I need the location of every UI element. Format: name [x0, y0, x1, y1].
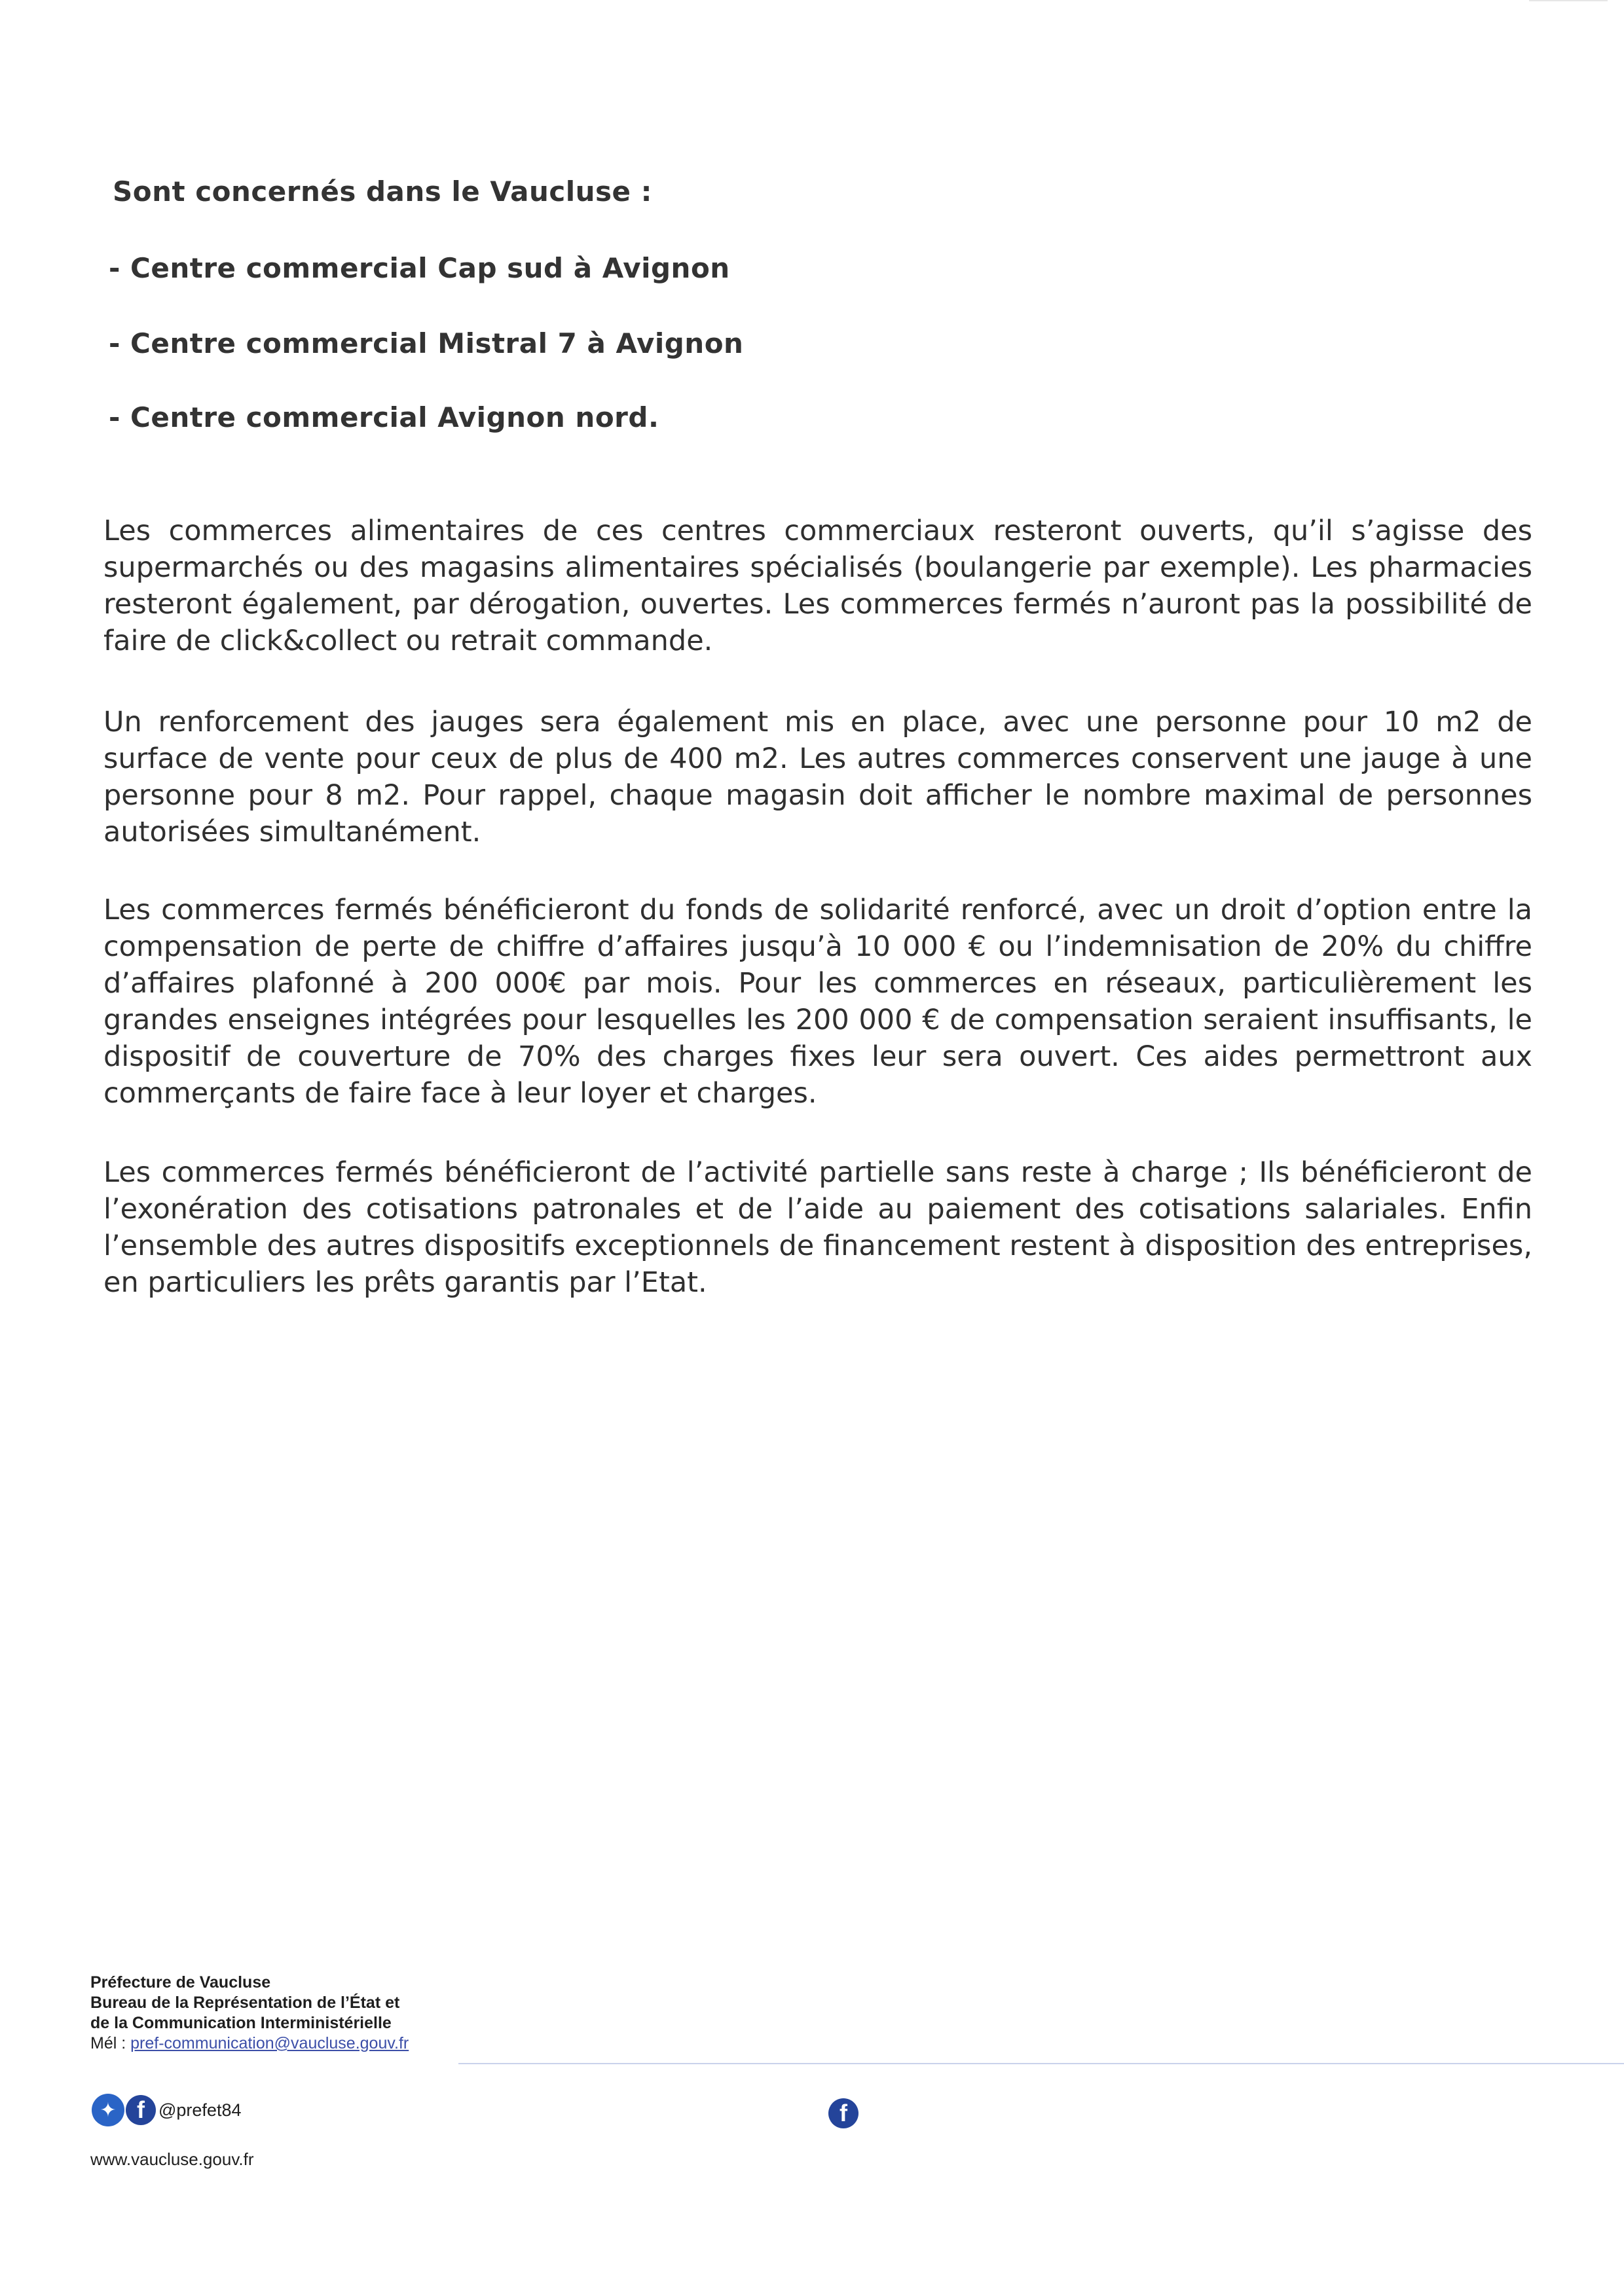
footer-office-line: de la Communication Interministérielle	[90, 2014, 392, 2032]
facebook-icon[interactable]: f	[828, 2098, 858, 2128]
footer-contact	[90, 1973, 409, 2054]
footer-divider	[458, 2063, 1624, 2064]
paragraph: Les commerces alimentaires de ces centres commerciaux resteront ouverts, qu’il s’agisse des supermarchés ou des magasins alimentaires spécialisés (boulangerie par exemple). Les pharmacies resteront également, par dérogation, ouvertes. Les commerces fermés n’auront pas la possibilité de faire de click&collect ou retrait commande.	[103, 515, 1532, 657]
facebook-icon[interactable]: f	[126, 2095, 156, 2125]
section-heading: Sont concernés dans le Vaucluse :	[113, 175, 652, 208]
footer-mail-line	[90, 2033, 409, 2054]
paragraph: Un renforcement des jauges sera également mis en place, avec une personne pour 10 m2 de surface de vente pour ceux de plus de 400 m2. Les autres commerces conservent une jauge à une personne pour 8 m2. Pour rappel, chaque magasin doit afficher le nombre maximal de personnes autorisées simultanément.	[103, 706, 1532, 848]
mail-link[interactable]: pref-communication@vaucluse.gouv.fr	[130, 2034, 409, 2052]
footer-org-name: Préfecture de Vaucluse	[90, 1973, 271, 1992]
footer-office-line: Bureau de la Représentation de l’État et	[90, 1994, 400, 2012]
bullet-item: - Centre commercial Avignon nord.	[109, 401, 659, 433]
paragraph: Les commerces fermés bénéficieront du fonds de solidarité renforcé, avec un droit d’option entre la compensation de perte de chiffre d’affaires jusqu’à 10 000 € ou l’indemnisation de 20% du chiffre d’affaires plafonné à 200 000€ par mois. Pour les commerces en réseaux, particulièrement les grandes enseignes intégrées pour lesquelles les 200 000 € de compensation seraient insuffisants, le dispositif de couverture de 70% des charges fixes leur sera ouvert. Ces aides permettront aux commerçants de faire face à leur loyer et charges.	[103, 894, 1532, 1110]
mail-label: Mél :	[90, 2034, 131, 2052]
twitter-icon[interactable]: ✦	[92, 2094, 124, 2126]
bullet-item: - Centre commercial Mistral 7 à Avignon	[109, 327, 744, 359]
social-links	[92, 2094, 241, 2126]
paragraph: Les commerces fermés bénéficieront de l’activité partielle sans reste à charge ; Ils bénéficieront de l’exonération des cotisations patronales et de l’aide au paiement des cotisations salariales. Enfin l’ensemble des autres dispositifs exceptionnels de financement restent à disposition des entreprises, en particuliers les prêts garantis par l’Etat.	[103, 1156, 1532, 1299]
bullet-item: - Centre commercial Cap sud à Avignon	[109, 252, 730, 284]
website-link[interactable]: www.vaucluse.gouv.fr	[90, 2149, 254, 2169]
scan-edge-mark	[1529, 0, 1608, 1]
social-handle[interactable]: @prefet84	[158, 2100, 242, 2120]
